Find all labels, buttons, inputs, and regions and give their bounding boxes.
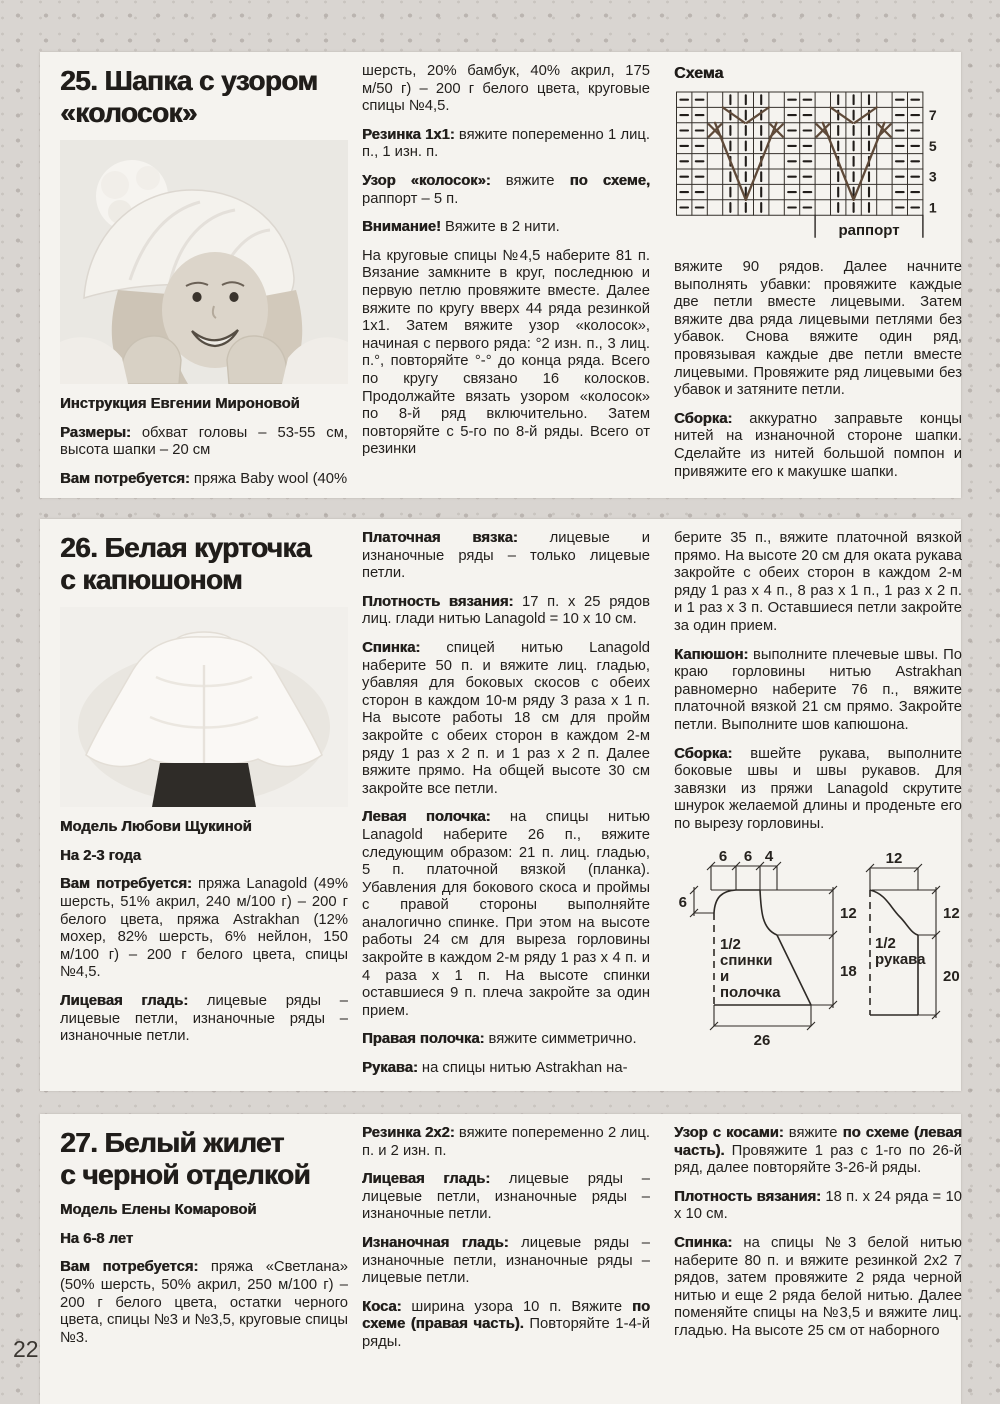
paragraph: Плотность вязания: 17 п. х 25 рядов лиц. глади нитью Lanagold = 10 х 10 см. bbox=[362, 593, 651, 628]
piece-caption: и bbox=[720, 967, 730, 985]
section-26-column-1 bbox=[60, 530, 348, 1057]
paragraph: Модель Любови Щукиной bbox=[60, 819, 252, 836]
title-line: с капюшоном bbox=[60, 563, 242, 595]
paragraph: Модель Елены Комаровой bbox=[60, 1202, 257, 1219]
section-27-column-3 bbox=[674, 1125, 962, 1352]
paragraph: Размеры: обхват головы – 53-55 см, высота шапки – 20 см bbox=[60, 424, 348, 459]
paragraph: Коса: ширина узора 10 п. Вяжите по схеме (правая часть). Повторяйте 1-4-й ряды. bbox=[362, 1298, 651, 1350]
paragraph: Спинка: на спицы №3 белой нитью наберите 80 п. и вяжите резинкой 2х2 7 рядов, затем провяжите 2 ряда черной нитью и еще 2 ряда белой нитью. Далее поменяйте спицы на №3,5 и вяжите лиц. гладью. На высоте 25 см от наборного bbox=[674, 1234, 962, 1339]
white-jacket-photo bbox=[60, 607, 348, 807]
section-25-column-3 bbox=[674, 63, 962, 492]
paragraph: шерсть, 20% бамбук, 40% акрил, 175 м/50 г) – 200 г белого цвета, круговые спицы №4,5. bbox=[362, 63, 650, 115]
paragraph: Изнаночная гладь: лицевые ряды – изнаночные петли, изнаночные ряды – лицевые петли. bbox=[362, 1234, 650, 1287]
paragraph: Сборка: вшейте рукава, выполните боковые швы и швы рукавов. Для завязки из пряжи Lanagold скрутите шнурок желаемой длины и проденьте его по вырезу горловины. bbox=[674, 745, 963, 832]
paragraph: Лицевая гладь: лицевые ряды – лицевые петли, изнаночные ряды – изнаночные петли. bbox=[362, 1171, 650, 1223]
section-25-column-2 bbox=[362, 63, 650, 470]
piece-caption: 1/2 bbox=[875, 934, 896, 952]
paragraph: вяжите 90 рядов. Далее начните выполнять убавки: провяжите каждые две петли вместе лицевыми. Затем вяжите два ряда лицевыми петлями без убавок. Снова вяжите один ряд, провязывая каждые две петли вместе лицевыми. Провяжите ряд лицевыми без убавок и затяните петли. bbox=[674, 259, 962, 399]
title-line: 26. Белая курточка bbox=[60, 532, 311, 563]
section-27-col3-text bbox=[674, 1125, 962, 1341]
section-25-col1-text bbox=[60, 396, 348, 488]
paragraph: Капюшон: выполните плечевые швы. По краю горловины нитью Astrakhan равномерно наберите 76 п., вяжите платочной вязкой 21 см прямо. Закройте петли. Выполните шов капюшона. bbox=[674, 646, 962, 733]
chart-row-number: 1 bbox=[928, 199, 937, 216]
chart-row-number: 3 bbox=[928, 168, 937, 185]
knitting-chart bbox=[674, 90, 962, 247]
section-25-title bbox=[60, 65, 348, 128]
rapport-label: раппорт bbox=[838, 222, 900, 240]
section-25-col3-text bbox=[674, 259, 962, 481]
section-26-jacket bbox=[40, 519, 961, 1091]
paragraph: Платочная вязка: лицевые и изнаночные ряды – только лицевые петли. bbox=[362, 530, 650, 582]
measure-label: 6 bbox=[678, 893, 687, 911]
girl-photo-illustration bbox=[60, 140, 348, 384]
measure-label: 12 bbox=[840, 904, 857, 922]
section-26-column-2 bbox=[362, 530, 650, 1089]
paragraph: Вам потребуется: пряжа «Светлана» (50% шерсть, 50% акрил, 250 м/100 г) – 200 г белого цвета, остатки черного цвета, спицы №3 и №3,5, круговые спицы №3. bbox=[60, 1259, 348, 1346]
piece-caption: полочка bbox=[720, 983, 781, 1001]
paragraph: Лицевая гладь: лицевые ряды – лицевые петли, изнаночные ряды – изнаночные петли. bbox=[60, 993, 348, 1045]
measure-label: 26 bbox=[753, 1031, 771, 1049]
measure-label: 12 bbox=[885, 849, 903, 867]
paragraph: Плотность вязания: 18 п. х 24 ряда = 10 х 10 см. bbox=[674, 1188, 962, 1223]
measure-label: 6 bbox=[718, 847, 728, 865]
paragraph: Узор с косами: вяжите по схеме (левая часть). Провяжите 1 раз с 1-го по 26-й ряд, далее повторяйте 3-26-й ряды. bbox=[674, 1125, 962, 1177]
paragraph: Резинка 2х2: вяжите попеременно 2 лиц. п. и 2 изн. п. bbox=[362, 1125, 650, 1159]
section-25-hat bbox=[40, 52, 961, 498]
measure-label: 12 bbox=[943, 904, 960, 922]
knitting-chart-block bbox=[674, 65, 962, 247]
paragraph: Рукава: на спицы нитью Astrakhan на- bbox=[362, 1060, 628, 1077]
chart-row-number: 7 bbox=[928, 107, 937, 124]
title-line: «колосок» bbox=[60, 96, 197, 128]
chart-label: Схема bbox=[674, 65, 724, 82]
title-line: 27. Белый жилет bbox=[60, 1127, 284, 1158]
piece-caption: 1/2 bbox=[720, 935, 741, 953]
piece-caption: спинки bbox=[720, 951, 773, 969]
section-26-col2-text bbox=[362, 530, 650, 1078]
measure-label: 6 bbox=[743, 847, 753, 865]
paragraph: Правая полочка: вяжите симметрично. bbox=[362, 1031, 637, 1048]
measure-label: 18 bbox=[840, 962, 857, 980]
paragraph: На 2-3 года bbox=[60, 847, 141, 864]
pattern-schematics bbox=[674, 845, 962, 1053]
paragraph: Узор «колосок»: вяжите по схеме, раппорт – 5 п. bbox=[362, 172, 650, 207]
paragraph: Спинка: спицей нитью Lanagold наберите 50 п. и вяжите лиц. гладью, убавляя для боковых скосов с обеих сторон в каждом 10-м ряду 3 раза х 1 п. На высоте работы 18 см для пройм закройте с обеих сторон в каждом 2-м ряду 1 раз х 2 п. и 1 раз х 2 п. Далее вяжите прямо. На общей высоте 30 см закройте все петли. bbox=[362, 639, 650, 797]
title-line: с черной отделкой bbox=[60, 1158, 310, 1190]
jacket-photo-illustration bbox=[60, 607, 348, 807]
section-25-column-1 bbox=[60, 63, 348, 500]
section-27-title bbox=[60, 1127, 348, 1190]
paragraph: Вам потребуется: пряжа Lanagold (49% шерсть, 51% акрил, 240 м/100 г) – 200 г белого цвета, пряжа Astrakhan (12% мохер, 82% шерсть, 6% нейлон, 150 м/100 г) – 200 г белого цвета, спицы №4,5. bbox=[60, 876, 348, 981]
knitting-chart-svg bbox=[674, 90, 956, 242]
title-line: 25. Шапка с узором bbox=[60, 65, 318, 96]
section-26-col1-text bbox=[60, 819, 348, 1046]
paragraph: Инструкция Евгении Мироновой bbox=[60, 396, 300, 413]
paragraph: Внимание! Вяжите в 2 нити. bbox=[362, 219, 560, 236]
page-number: 22 bbox=[13, 1336, 39, 1362]
paragraph: На 6-8 лет bbox=[60, 1230, 134, 1247]
section-27-column-1 bbox=[60, 1125, 348, 1358]
paragraph: Левая полочка: на спицы нитью Lanagold наберите 26 п., вяжите следующим образом: 21 п. лиц. гладью, 5 п. платочной вязкой (планка). Убавления для бокового скоса и проймы с правой стороны выполняйте аналогично спинке. При этом на высоте работы 24 см для выреза горловины закройте в каждом 2-м ряду 1 раз х 4 п. и 4 раза х 1 п. На высоте спинки оставшиеся 9 п. плеча закройте за один прием. bbox=[362, 809, 651, 1019]
section-26-column-3 bbox=[674, 530, 962, 1053]
paragraph: Вам потребуется: пряжа Baby wool (40% bbox=[60, 471, 348, 488]
paragraph: берите 35 п., вяжите платочной вязкой прямо. На высоте 20 см для оката рукава закройте с обеих сторон в каждом 2-м ряду 1 раз х 4 п., 8 раз х 1 п., 1 раз х 2 п. и 1 раз х 3 п. Оставшиеся петли закройте за один прием. bbox=[674, 530, 962, 634]
measure-label: 20 bbox=[943, 967, 960, 985]
chart-row-number: 5 bbox=[928, 137, 937, 154]
section-27-col2-text bbox=[362, 1125, 650, 1352]
schematic-drawing bbox=[674, 845, 966, 1053]
section-27-vest bbox=[40, 1114, 961, 1404]
girl-in-knit-hat-photo bbox=[60, 140, 348, 384]
piece-caption: рукава bbox=[875, 950, 926, 968]
section-27-col1-text bbox=[60, 1202, 348, 1347]
section-25-col2-text bbox=[362, 63, 650, 459]
section-26-title bbox=[60, 532, 348, 595]
section-27-column-2 bbox=[362, 1125, 650, 1363]
measure-label: 4 bbox=[764, 847, 774, 865]
section-26-col3-text bbox=[674, 530, 962, 834]
paragraph: На круговые спицы №4,5 наберите 81 п. Вязание замкните в круг, последнюю и первую петлю провяжите вместе. Далее вяжите по кругу вверх 44 ряда резинкой 1х1. Затем вяжите узор «колосок», начиная с первого ряда: °2 изн. п., 3 лиц. п.°, повторяйте °-° до конца ряда. Всего по кругу связано 16 колосков. Продолжайте вязать узором «колосок» по 8-й ряд включительно. Затем повторяйте с 5-го по 8-й ряды. Всего от резинки bbox=[362, 247, 650, 458]
paragraph: Сборка: аккуратно заправьте концы нитей на изнаночной стороне шапки. Сделайте из нитей большой помпон и привяжите его к макушке шапки. bbox=[674, 410, 963, 480]
paragraph: Резинка 1х1: вяжите попеременно 1 лиц. п., 1 изн. п. bbox=[362, 126, 650, 161]
